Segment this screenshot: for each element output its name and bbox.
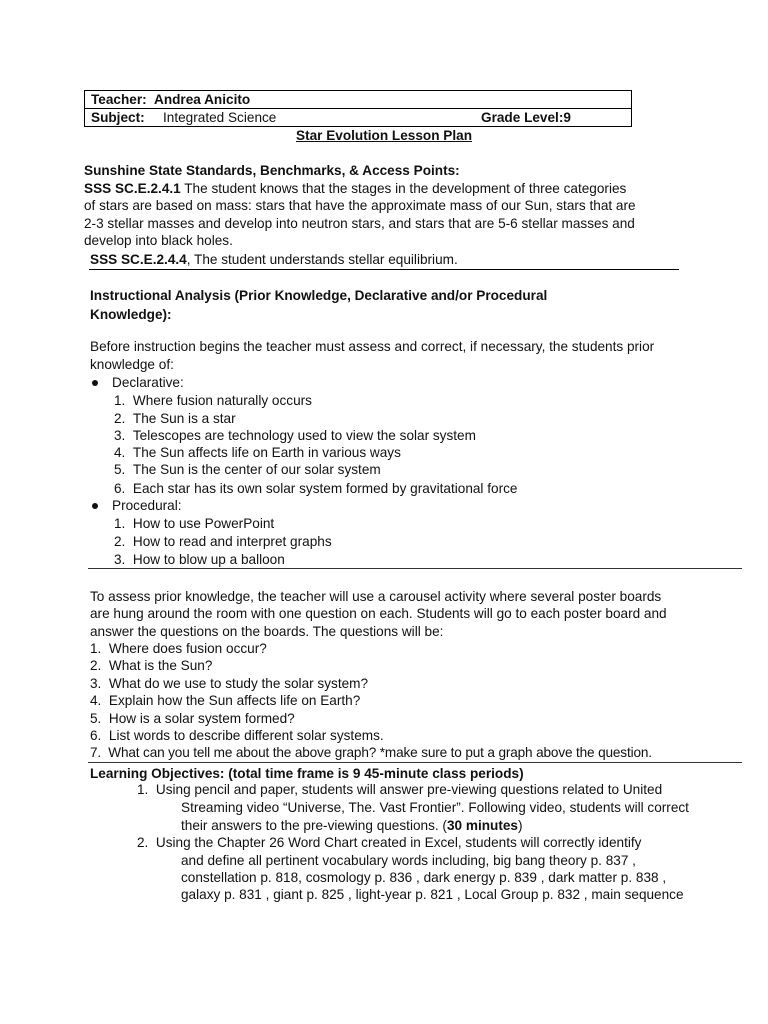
divider — [88, 762, 742, 763]
objective-2-line-2: and define all pertinent vocabulary words including, big bang theory p. 837 , — [181, 853, 636, 868]
list-item: 1. Where fusion naturally occurs — [114, 393, 312, 408]
question-item: 4. Explain how the Sun affects life on Earth? — [90, 693, 361, 708]
question-item: 1. Where does fusion occur? — [90, 641, 267, 656]
grade-level: Grade Level:9 — [481, 110, 571, 125]
list-item: 3. Telescopes are technology used to view the solar system — [114, 428, 476, 443]
objectives-heading: Learning Objectives: (total time frame is 9 45-minute class periods) — [90, 766, 524, 781]
teacher-row — [85, 91, 631, 108]
bullet-icon — [92, 503, 98, 509]
assessment-line-3: answer the questions on the boards. The questions will be: — [90, 624, 444, 639]
analysis-intro-1: Before instruction begins the teacher must assess and correct, if necessary, the students prior — [90, 339, 655, 354]
subject-value: Integrated Science — [163, 110, 277, 125]
question-item: 3. What do we use to study the solar system? — [90, 676, 369, 691]
question-item: 7. What can you tell me about the above graph? *make sure to put a graph above the question. — [90, 745, 652, 760]
question-item: 6. List words to describe different solar systems. — [90, 728, 384, 743]
sss1-line-2: of stars are based on mass: stars that have the approximate mass of our Sun, stars that are — [84, 198, 636, 213]
standards-heading: Sunshine State Standards, Benchmarks, & Access Points: — [84, 163, 460, 178]
list-item: 4. The Sun affects life on Earth in various ways — [114, 445, 401, 460]
sss1-line-4: develop into black holes. — [84, 233, 233, 248]
analysis-intro-2: knowledge of: — [90, 357, 174, 372]
teacher-label: Teacher: — [91, 92, 147, 107]
list-item: 3. How to blow up a balloon — [114, 552, 285, 567]
analysis-heading-2: Knowledge): — [90, 307, 172, 322]
teacher-name: Andrea Anicito — [154, 92, 251, 107]
list-item: 1. How to use PowerPoint — [114, 516, 275, 531]
list-item: 6. Each star has its own solar system formed by gravitational force — [114, 481, 518, 496]
question-item: 2. What is the Sun? — [90, 658, 213, 673]
question-item: 5. How is a solar system formed? — [90, 711, 295, 726]
divider — [89, 269, 679, 270]
objective-1-line-2: Streaming video “Universe, The. Vast Frontier”. Following video, students will correct — [181, 800, 689, 815]
assessment-line-2: are hung around the room with one question on each. Students will go to each poster board and — [90, 606, 667, 621]
list-item: 2. The Sun is a star — [114, 411, 236, 426]
sss2-line: SSS SC.E.2.4.4, The student understands stellar equilibrium. — [90, 252, 458, 267]
divider — [88, 568, 742, 569]
sss2-code: SSS SC.E.2.4.4 — [90, 252, 187, 267]
objective-2-line-4: galaxy p. 831 , giant p. 825 , light-year p. 821 , Local Group p. 832 , main sequence — [181, 887, 684, 902]
list-item: 5. The Sun is the center of our solar system — [114, 462, 381, 477]
bullet-icon — [92, 380, 98, 386]
objective-2-line-3: constellation p. 818, cosmology p. 836 , dark energy p. 839 , dark matter p. 838 , — [181, 870, 667, 885]
declarative-label: Declarative: — [112, 375, 184, 390]
assessment-line-1: To assess prior knowledge, the teacher will use a carousel activity where several poster boards — [90, 589, 662, 604]
list-item: 2. How to read and interpret graphs — [114, 534, 332, 549]
analysis-heading-1: Instructional Analysis (Prior Knowledge, Declarative and/or Procedural — [90, 288, 548, 303]
page-title: Star Evolution Lesson Plan — [296, 128, 472, 143]
objective-1-duration: 30 minutes — [446, 818, 518, 833]
objective-1-line-1: 1. Using pencil and paper, students will answer pre-viewing questions related to United — [137, 782, 663, 797]
sss1-line-3: 2-3 stellar masses and develop into neutron stars, and stars that are 5-6 stellar masses and — [84, 216, 635, 231]
subject-label: Subject: — [91, 110, 145, 125]
subject-row — [85, 108, 631, 126]
header-table — [84, 90, 632, 127]
sss1-code: SSS SC.E.2.4.1 — [84, 181, 181, 196]
objective-1-line-3: their answers to the pre-viewing questions. (30 minutes) — [181, 818, 523, 833]
procedural-label: Procedural: — [112, 498, 182, 513]
objective-2-line-1: 2. Using the Chapter 26 Word Chart created in Excel, students will correctly identify — [137, 835, 642, 850]
sss1-line-1: SSS SC.E.2.4.1 The student knows that the stages in the development of three categories — [84, 181, 627, 196]
